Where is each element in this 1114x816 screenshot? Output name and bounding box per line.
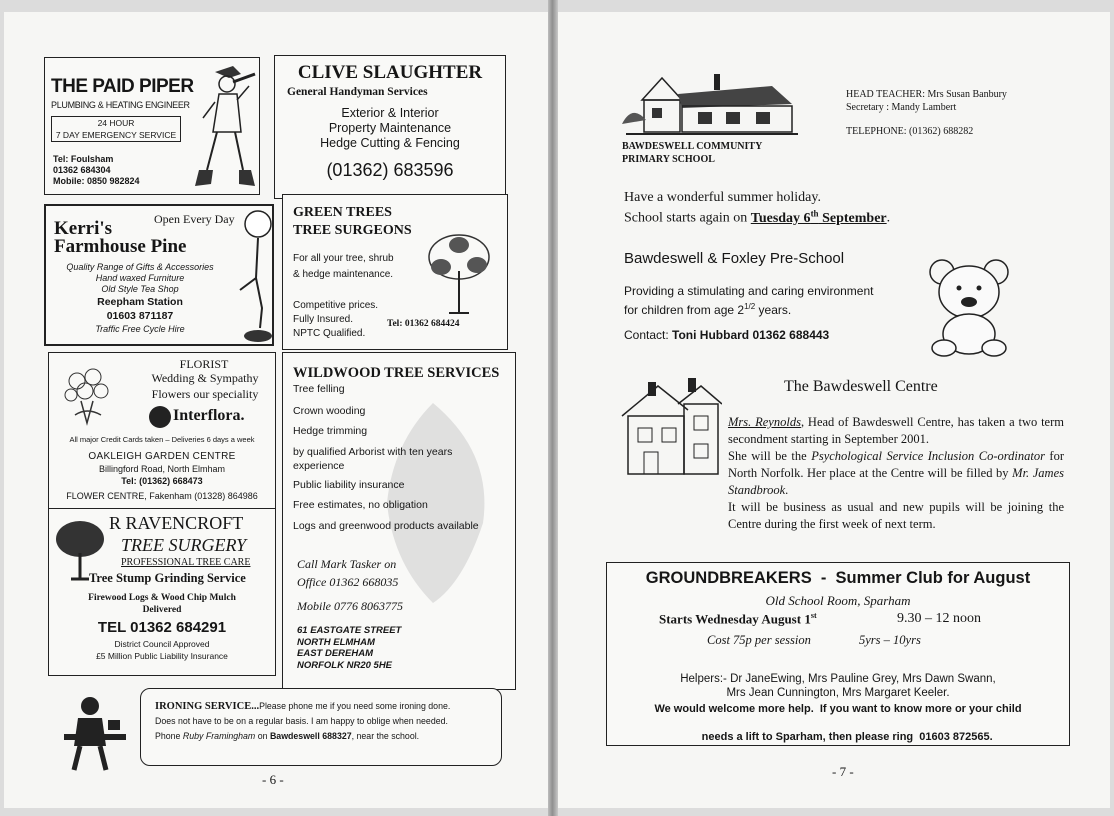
- preschool-contact: Toni Hubbard 01362 688443: [672, 328, 830, 342]
- clive-line2: Property Maintenance: [328, 121, 452, 135]
- clive-line1: Exterior & Interior: [341, 106, 439, 120]
- kerris-extra: Traffic Free Cycle Hire: [95, 324, 185, 334]
- green-trees-line1: For all your tree, shrub: [293, 253, 394, 264]
- interflora-logo-icon: [147, 405, 173, 429]
- book-spine: [548, 0, 558, 816]
- page-number-left: - 6 -: [262, 772, 284, 787]
- kerris-line3: Old Style Tea Shop: [101, 284, 179, 294]
- preschool-contact-label: Contact:: [624, 328, 673, 342]
- paid-piper-contact: [53, 154, 140, 187]
- centre-p2: [728, 448, 1064, 499]
- school-name2: PRIMARY SCHOOL: [622, 154, 715, 165]
- paid-piper-hours: 24 HOUR: [97, 118, 135, 128]
- centre-p2-end: .: [785, 483, 789, 497]
- groundbreakers-box: [606, 562, 1070, 746]
- wildwood-ad: [282, 352, 516, 690]
- green-trees-tel: Tel: 01362 684424: [387, 319, 460, 329]
- groundbreakers-helpers2: Mrs Jean Cunnington, Mrs Margaret Keeler.: [726, 687, 950, 699]
- wildwood-address-2: EAST DEREHAM: [297, 648, 374, 659]
- centre-text: [728, 414, 1064, 533]
- ironing-phone: Bawdeswell 688327: [269, 731, 352, 741]
- teddy-bear-icon: [926, 256, 1012, 358]
- school-name: [622, 140, 762, 166]
- green-trees-lines: [293, 251, 394, 283]
- preschool-line2-prefix: for children from age 2: [624, 303, 745, 317]
- kerris-name1: Kerri's: [54, 218, 113, 239]
- school-starts-end: .: [886, 210, 891, 226]
- paid-piper-ad: [44, 57, 260, 195]
- school-head: HEAD TEACHER: Mrs Susan Banbury: [846, 89, 1007, 100]
- oakleigh-tel: Tel: (01362) 668473: [121, 476, 203, 486]
- clive-line3: Hedge Cutting & Fencing: [320, 136, 460, 150]
- wildwood-service-0: Tree felling: [293, 383, 345, 395]
- wildwood-service-3: by qualified Arborist with ten years experience: [293, 446, 453, 472]
- ironing-figure-icon: [62, 694, 128, 774]
- groundbreakers-more2-prefix: needs a lift to Sparham, then please ring: [701, 731, 920, 743]
- wildwood-service-5: Free estimates, no obligation: [293, 499, 428, 511]
- groundbreakers-more2-end: .: [989, 731, 993, 743]
- ironing-person: Ruby Framingham: [182, 731, 256, 741]
- florist-title: FLORIST: [179, 357, 229, 371]
- groundbreakers-more1: We would welcome more help. If you want to know more or your child: [654, 703, 1022, 715]
- groundbreakers-starts-sup: st: [810, 611, 817, 620]
- ironing-title: IRONING SERVICE...: [155, 701, 260, 712]
- green-trees-line5: NPTC Qualified.: [293, 328, 366, 339]
- kerris-farmhouse-pine-ad: [44, 204, 274, 346]
- ironing-phone-suffix: , near the school.: [351, 731, 420, 741]
- ironing-text2: Does not have to be on a regular basis. I am happy to oblige when needed.: [155, 716, 448, 726]
- ironing-text1: Please phone me if you need some ironing done.: [259, 701, 451, 711]
- florist-line2: Flowers our speciality: [151, 387, 259, 401]
- groundbreakers-helpers1: Helpers:- Dr JaneEwing, Mrs Pauline Grey, Mrs Dawn Swann,: [680, 673, 996, 685]
- wildwood-service-1: Crown wooding: [293, 405, 366, 417]
- centre-p1: [728, 414, 1064, 448]
- ravencroft-line4: Delivered: [142, 605, 182, 615]
- clive-services: [275, 106, 505, 151]
- green-trees-name2: TREE SURGEONS: [293, 223, 412, 238]
- school-starts-sup: th: [810, 208, 819, 218]
- preschool-title: Bawdeswell & Foxley Pre-School: [624, 250, 845, 267]
- school-holiday: Have a wonderful summer holiday.: [624, 190, 821, 205]
- groundbreakers-ages: 5yrs – 10yrs: [859, 633, 921, 647]
- groundbreakers-cost: Cost 75p per session: [707, 633, 811, 647]
- ravencroft-line3: Firewood Logs & Wood Chip Mulch: [88, 593, 236, 603]
- ravencroft-line5: District Council Approved: [114, 639, 210, 649]
- green-trees-line2: & hedge maintenance.: [293, 269, 394, 280]
- green-trees-ad: [282, 194, 508, 350]
- groundbreakers-time: 9.30 – 12 noon: [897, 611, 981, 626]
- ironing-phone-prefix: Phone: [155, 731, 181, 741]
- centre-p3: It will be business as usual and new pupils will be joining the Centre during the first week of next term.: [728, 500, 1064, 531]
- wildwood-service-6: Logs and greenwood products available: [293, 520, 479, 532]
- wildwood-mobile: Mobile 0776 8063775: [297, 599, 403, 613]
- green-trees-line3: Competitive prices.: [293, 300, 379, 311]
- school-telephone: TELEPHONE: (01362) 688282: [846, 126, 974, 137]
- piper-figure-icon: [185, 62, 259, 194]
- groundbreakers-starts: [659, 611, 817, 627]
- ravencroft-line2: Tree Stump Grinding Service: [89, 571, 246, 585]
- paid-piper-tel: Tel: Foulsham: [53, 154, 114, 164]
- clive-phone: (01362) 683596: [326, 160, 454, 180]
- lamp-figure-icon: [230, 208, 274, 346]
- interflora-brand: Interflora.: [173, 407, 245, 424]
- centre-p2-role: Psychological Service Inclusion Co-ordinator: [811, 449, 1045, 463]
- paid-piper-phone: 01362 684304: [53, 165, 111, 175]
- centre-p2-pre: She will be the: [728, 449, 812, 463]
- wildwood-service-2: Hedge trimming: [293, 425, 368, 437]
- oakleigh-address: Billingford Road, North Elmham: [98, 464, 226, 474]
- paid-piper-service: 7 DAY EMERGENCY SERVICE: [55, 130, 177, 140]
- preschool-line1: Providing a stimulating and caring environment: [624, 284, 874, 298]
- groundbreakers-more2-phone: 01603 872565: [919, 731, 990, 743]
- green-trees-name1: GREEN TREES: [293, 205, 392, 220]
- ravencroft-name1: R RAVENCROFT: [109, 513, 244, 533]
- school-starts-day: Tuesday 6: [750, 210, 811, 226]
- school-starts: [624, 208, 890, 227]
- green-trees-line4: Fully Insured.: [293, 314, 354, 325]
- kerris-location: Reepham Station: [97, 296, 183, 308]
- left-page: [4, 12, 552, 808]
- centre-p1-name: Mrs. Reynolds: [728, 415, 801, 429]
- right-page: [556, 12, 1110, 808]
- preschool-contact-line: [624, 328, 829, 342]
- kerris-lines: [50, 262, 230, 295]
- school-starts-date: [750, 208, 887, 226]
- centre-p2-mid: for North Norfolk. Her place at the Centre will be filled by: [728, 449, 1065, 480]
- wildwood-service-4: Public liability insurance: [293, 479, 405, 491]
- wildwood-title: WILDWOOD TREE SERVICES: [293, 365, 500, 381]
- centre-title: The Bawdeswell Centre: [784, 378, 938, 395]
- groundbreakers-starts-text: Starts Wednesday August 1: [659, 611, 811, 627]
- clive-slaughter-ad: [274, 55, 506, 199]
- groundbreakers-more2: [607, 719, 1069, 746]
- flower-centre: FLOWER CENTRE, Fakenham (01328) 864986: [66, 491, 258, 501]
- kerris-line1: Quality Range of Gifts & Accessories: [66, 262, 214, 272]
- green-trees-lines-2: [293, 299, 378, 341]
- paid-piper-service-box: [51, 116, 181, 142]
- ravencroft-line6: £5 Million Public Liability Insurance: [96, 651, 228, 661]
- florist-cards: All major Credit Cards taken – Deliveries 6 days a week: [69, 435, 255, 444]
- wildwood-call: Call Mark Tasker on: [297, 557, 397, 571]
- ironing-line3: [155, 729, 495, 744]
- paid-piper-name: THE PAID PIPER: [51, 76, 194, 97]
- wildwood-address: [297, 625, 401, 671]
- paid-piper-trade: PLUMBING & HEATING ENGINEER: [51, 100, 190, 110]
- school-building-icon: [622, 64, 802, 140]
- preschool-line2: [624, 299, 873, 318]
- preschool-details: [624, 284, 873, 318]
- school-starts-month: September: [818, 210, 887, 226]
- florist-ad: [48, 352, 276, 512]
- kerris-name2: Farmhouse Pine: [54, 236, 187, 257]
- ironing-text: [155, 699, 495, 744]
- preschool-line2-sup: 1/2: [744, 302, 756, 311]
- ravencroft-tel: TEL 01362 684291: [97, 619, 227, 636]
- kerris-phone: 01603 871187: [106, 310, 174, 322]
- page-number-right: - 7 -: [832, 764, 854, 779]
- wildwood-office: Office 01362 668035: [297, 575, 399, 589]
- wildwood-address-0: 61 EASTGATE STREET: [297, 625, 402, 636]
- school-staff: [846, 88, 1007, 114]
- groundbreakers-title: GROUNDBREAKERS - Summer Club for August: [645, 569, 1031, 587]
- centre-building-icon: [618, 376, 722, 480]
- groundbreakers-venue: Old School Room, Sparham: [765, 593, 911, 608]
- clive-name: CLIVE SLAUGHTER: [297, 62, 483, 83]
- school-starts-prefix: School starts again on: [624, 210, 751, 226]
- ravencroft-line1: PROFESSIONAL TREE CARE: [121, 557, 251, 568]
- centre-p1-rest: , Head of Bawdeswell Centre, has taken a two term secondment starting in September 2001.: [728, 415, 1064, 446]
- tree-icon: [419, 231, 499, 317]
- ironing-box: [140, 688, 502, 766]
- paid-piper-mobile: Mobile: 0850 982824: [53, 176, 140, 186]
- kerris-open: Open Every Day: [154, 212, 235, 226]
- centre-p2-name: Mr. James Standbrook: [728, 466, 1064, 497]
- oakleigh-centre: OAKLEIGH GARDEN CENTRE: [88, 451, 236, 462]
- wildwood-address-1: NORTH ELMHAM: [297, 636, 375, 648]
- wildwood-address-3: NORFOLK NR20 5HE: [297, 659, 393, 671]
- ravencroft-name2: TREE SURGERY: [121, 535, 247, 555]
- flower-bouquet-icon: [57, 365, 119, 429]
- florist-line1: Wedding & Sympathy: [151, 371, 259, 385]
- school-name1: BAWDESWELL COMMUNITY: [622, 141, 763, 152]
- school-secretary: Secretary : Mandy Lambert: [846, 102, 957, 113]
- ironing-phone-on: on: [257, 731, 268, 741]
- kerris-line2: Hand waxed Furniture: [95, 273, 185, 283]
- preschool-line2-suffix: years.: [755, 303, 792, 317]
- ravencroft-ad: [48, 508, 276, 676]
- clive-subtitle: General Handyman Services: [287, 86, 428, 98]
- ironing-line1: [155, 699, 495, 714]
